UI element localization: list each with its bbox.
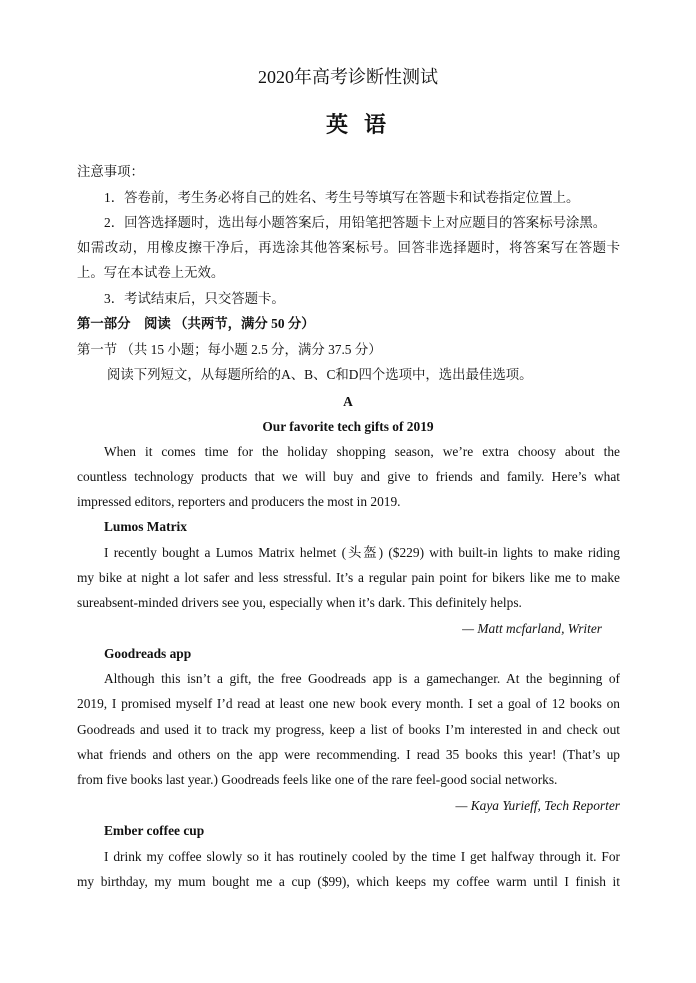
part-heading: 第一部分 阅读 （共两节，满分 50 分） (77, 316, 315, 331)
exam-title: 2020年高考诊断性测试 (258, 67, 438, 87)
item-2-line-4: what friends and others on the app were recommending. I read 35 books this year! (That’s up (77, 747, 620, 762)
item-2-line-1: Although this isn’t a gift, the free Goodreads app is a gamechanger. At the beginning of (104, 671, 620, 686)
note-2-line-2: 如需改动，用橡皮擦干净后，再选涂其他答案标号。回答非选择题时，将答案写在答题卡 (77, 240, 620, 255)
passage-title: Our favorite tech gifts of 2019 (262, 419, 434, 434)
item-3-line-2: my birthday, my mum bought me a cup ($99), which keeps my coffee warm until I finish it (77, 874, 620, 889)
item-2-author: — Kaya Yurieff, Tech Reporter (455, 798, 620, 813)
item-2-line-3: Goodreads and used it to track my progress, keep a list of books I’m interested in and check out (77, 722, 620, 737)
item-1-line-2: my bike at night a lot safer and less stressful. It’s a regular pain point for bikers like me to make (77, 570, 620, 585)
item-3-name: Ember coffee cup (104, 823, 205, 838)
intro-line-3: impressed editors, reporters and producers the most in 2019. (77, 494, 401, 509)
note-2-line-1: 2．回答选择题时，选出每小题答案后，用铅笔把答题卡上对应题目的答案标号涂黑。 (104, 215, 607, 230)
item-1-line-1: I recently bought a Lumos Matrix helmet (头盔) ($229) with built-in lights to make riding (104, 545, 620, 560)
intro-line-1: When it comes time for the holiday shopping season, we’re extra choosy about the (104, 444, 620, 459)
item-1-name: Lumos Matrix (104, 519, 187, 534)
notes-heading: 注意事项： (77, 164, 144, 179)
passage-label: A (343, 394, 353, 409)
item-2-line-2: 2019, I promised myself I’d read at least one new book every month. I set a goal of 12 books on (77, 696, 620, 711)
note-2-line-3: 上。写在本试卷上无效。 (77, 265, 225, 280)
item-3-line-1: I drink my coffee slowly so it has routinely cooled by the time I get halfway through it. For (104, 849, 620, 864)
item-2-line-5: from five books last year.) Goodreads feels like one of the rare feel-good social networks. (77, 772, 558, 787)
item-1-line-3: sureabsent-minded drivers see you, especially when it’s dark. This definitely helps. (77, 595, 522, 610)
item-2-name: Goodreads app (104, 646, 192, 661)
intro-line-2: countless technology products that we will buy and give to friends and family. Here’s what (77, 469, 620, 484)
instruction: 阅读下列短文，从每题所给的A、B、C和D四个选项中，选出最佳选项。 (107, 367, 533, 382)
item-1-author: — Matt mcfarland, Writer (462, 621, 602, 636)
subject-title: 英语 (325, 112, 402, 137)
section-heading: 第一节 （共 15 小题；每小题 2.5 分，满分 37.5 分） (77, 342, 382, 357)
note-1: 1．答卷前，考生务必将自己的姓名、考生号等填写在答题卡和试卷指定位置上。 (104, 190, 580, 205)
note-3: 3．考试结束后，只交答题卡。 (104, 291, 285, 306)
